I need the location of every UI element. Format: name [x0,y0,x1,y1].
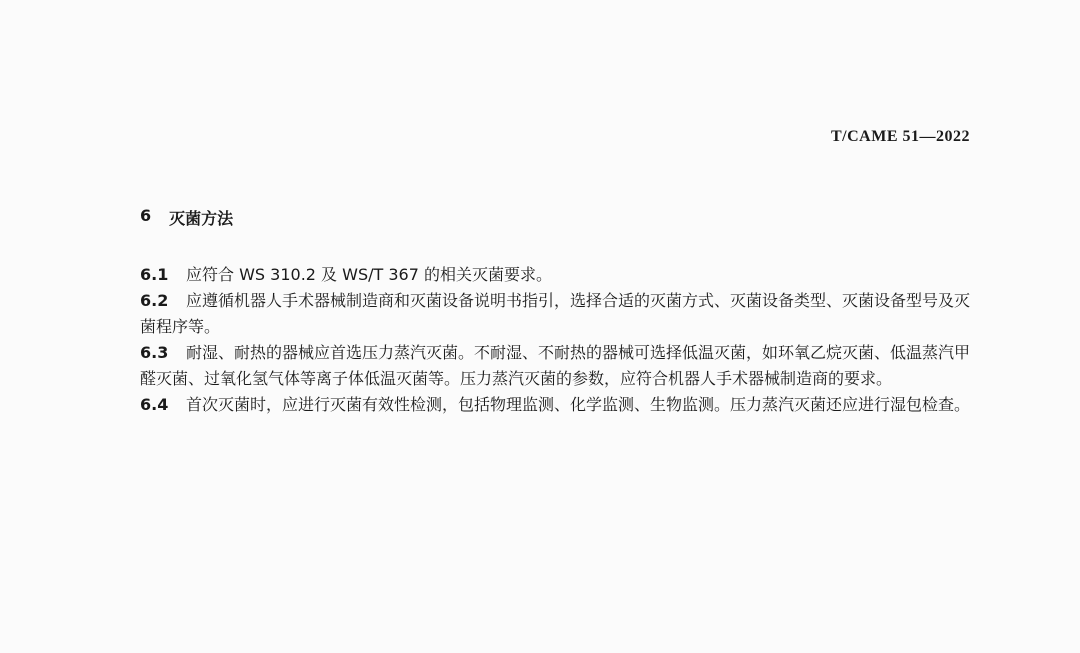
section-number: 6 [140,206,152,225]
clause-6-3 [140,340,970,392]
clause-6-4 [140,392,970,418]
clause-text: 应遵循机器人手术器械制造商和灭菌设备说明书指引，选择合适的灭菌方式、灭菌设备类型、灭菌设备型号及灭菌程序等。 [140,291,971,336]
document-code: T/CAME 51—2022 [831,128,970,145]
clause-text: 耐湿、耐热的器械应首选压力蒸汽灭菌。不耐湿、不耐热的器械可选择低温灭菌，如环氧乙烷灭菌、低温蒸汽甲醛灭菌、过氧化氢气体等离子体低温灭菌等。压力蒸汽灭菌的参数，应符合机器人手术器械制造商的要求。 [140,343,971,388]
section-title: 灭菌方法 [169,209,234,228]
clause-6-2 [140,288,970,340]
clause-text: 应符合 WS 310.2 及 WS/T 367 的相关灭菌要求。 [186,265,552,284]
clause-number: 6.2 [140,291,169,310]
clause-number: 6.4 [140,395,169,414]
clause-6-1 [140,262,970,288]
section-heading [140,206,233,229]
clause-number: 6.1 [140,265,169,284]
clause-text: 首次灭菌时，应进行灭菌有效性检测，包括物理监测、化学监测、生物监测。压力蒸汽灭菌还应进行湿包检查。 [186,395,971,414]
clause-list [140,262,970,418]
clause-number: 6.3 [140,343,169,362]
